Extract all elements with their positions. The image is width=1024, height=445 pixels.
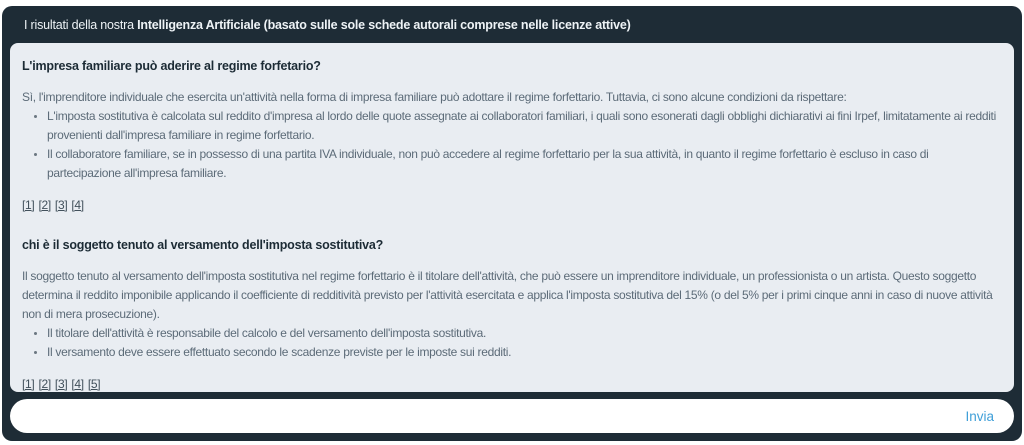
answer-bullet-list: [22, 324, 1002, 362]
citation-link[interactable]: [3]: [54, 377, 68, 391]
citation-link[interactable]: [1]: [22, 377, 35, 391]
answer-bullet: • Il titolare dell'attività è responsabile del calcolo e del versamento dell'imposta sostitutiva.: [47, 324, 1002, 343]
results-header: [10, 6, 1014, 43]
citation-link[interactable]: [4]: [71, 377, 84, 391]
question-input[interactable]: [28, 399, 961, 433]
answer-bullet: • L'imposta sostitutiva è calcolata sul reddito d'impresa al lordo delle quote assegnate ai collaboratori familiari, i quali sono esonerati dagli obblighi dichiarativi ai fini Irpef, limitatamente ai redditi provenienti dall'impresa familiare in regime forfettario.: [47, 107, 1002, 145]
header-text: [24, 18, 631, 32]
answers-panel: [10, 43, 1014, 392]
answer-bullet: • Il versamento deve essere effettuato secondo le scadenze previste per le imposte sui redditi.: [47, 343, 1002, 362]
answer-intro: Il soggetto tenuto al versamento dell'imposta sostitutiva nel regime forfettario è il titolare dell'attività, che può essere un imprenditore individuale, un professionista o un artista. Questo soggetto determina il reddito imponibile applicando il coefficiente di redditività previsto per l'attività esercitata e applica l'imposta sostitutiva del 15% (o del 5% per i primi cinque anni in caso di nuove attività non di mera prosecuzione).: [22, 269, 993, 321]
citation-link[interactable]: [2]: [38, 377, 51, 391]
question-title: L'impresa familiare può aderire al regime forfetario?: [22, 59, 321, 73]
send-button[interactable]: Invia: [961, 409, 998, 424]
citation-link[interactable]: [5]: [87, 377, 101, 391]
citation-link[interactable]: [3]: [54, 198, 68, 212]
qa-block-1: [22, 59, 1002, 212]
answer-bullet: • Il collaboratore familiare, se in possesso di una partita IVA individuale, non può accedere al regime forfettario per la sua attività, in quanto il regime forfettario è escluso in caso di partecipazione all'impresa familiare.: [47, 145, 1002, 183]
header-bold-text: Intelligenza Artificiale (basato sulle sole schede autorali comprese nelle licenze attive): [137, 17, 631, 32]
answer-bullet-list: [22, 107, 1002, 183]
citation-row: [22, 198, 1002, 212]
header-prefix: I risultati della nostra: [24, 17, 138, 32]
qa-block-2: [22, 238, 1002, 391]
citation-link[interactable]: [4]: [71, 198, 84, 212]
citation-row: [22, 377, 1002, 391]
citation-link[interactable]: [1]: [22, 198, 35, 212]
answer-intro: Sì, l'imprenditore individuale che esercita un'attività nella forma di impresa familiare può adottare il regime forfettario. Tuttavia, ci sono alcune condizioni da rispettare:: [22, 90, 847, 104]
ai-results-card: [2, 6, 1022, 441]
citation-link[interactable]: [2]: [38, 198, 51, 212]
question-composer: [10, 399, 1014, 433]
question-title: chi è il soggetto tenuto al versamento dell'imposta sostitutiva?: [22, 238, 384, 252]
